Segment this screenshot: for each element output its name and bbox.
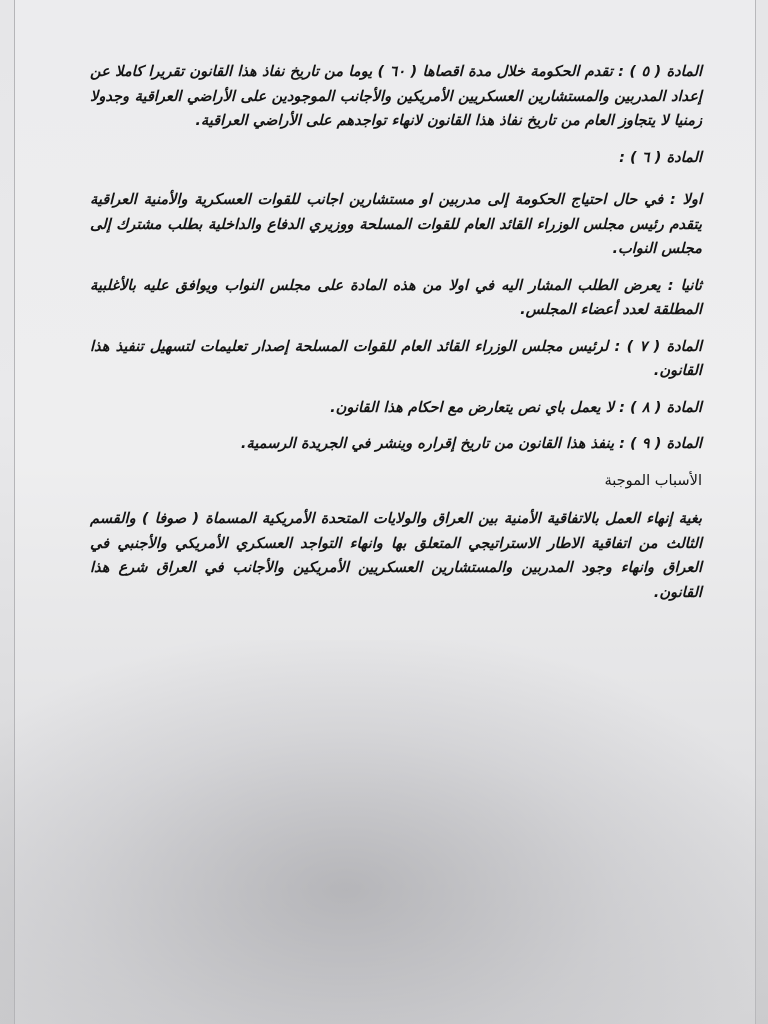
reasons-text: بغية إنهاء العمل بالاتفاقية الأمنية بين العراق والولايات المتحدة الأمريكية المسماة ( صوفا ) والقسم الثالث من اتفاقية الاطار الاستراتيجي المتعلق بها وانهاء التواجد العسكري الأمريكي والأجنبي في العراق وانهاء وجود المدربين والمستشارين العسكريين الأمريكين والأجانب في العراق شرع هذا القانون. — [90, 510, 702, 601]
article-6-second: ثانيا : يعرض الطلب المشار اليه في اولا من هذه المادة على مجلس النواب ويوافق عليه بالأغلبية المطلقة لعدد أعضاء المجلس. — [90, 276, 702, 318]
article-7: المادة ( ٧ ) : لرئيس مجلس الوزراء القائد العام للقوات المسلحة إصدار تعليمات لتسهيل تنفيذ هذا القانون. — [90, 337, 702, 379]
reasons-title: الأسباب الموجبة — [604, 471, 702, 489]
document-body — [90, 60, 702, 617]
article-5: المادة ( ٥ ) : تقدم الحكومة خلال مدة اقصاها ( ٦٠ ) يوما من تاريخ نفاذ هذا القانون تقريرا كاملا عن إعداد المدربين والمستشارين العسكريين الأمريكين والأجانب الموجودين على الأراضي العراقية وجدولا زمنيا لا يتجاوز العام من تاريخ نفاذ هذا القانون لانهاء تواجدهم على الأراضي العراقية. — [90, 63, 702, 129]
article-6-first: اولا : في حال احتياج الحكومة إلى مدربين او مستشارين اجانب للقوات العسكرية والأمنية العراقية يتقدم رئيس مجلس الوزراء القائد العام للقوات المسلحة ووزيري الدفاع والداخلية بطلب مشترك إلى مجلس النواب. — [90, 191, 702, 257]
article-9: المادة ( ٩ ) : ينفذ هذا القانون من تاريخ إقراره وينشر في الجريدة الرسمية. — [240, 435, 702, 452]
article-8: المادة ( ٨ ) : لا يعمل باي نص يتعارض مع احكام هذا القانون. — [330, 398, 702, 416]
article-6-heading: المادة ( ٦ ) : — [619, 148, 702, 166]
